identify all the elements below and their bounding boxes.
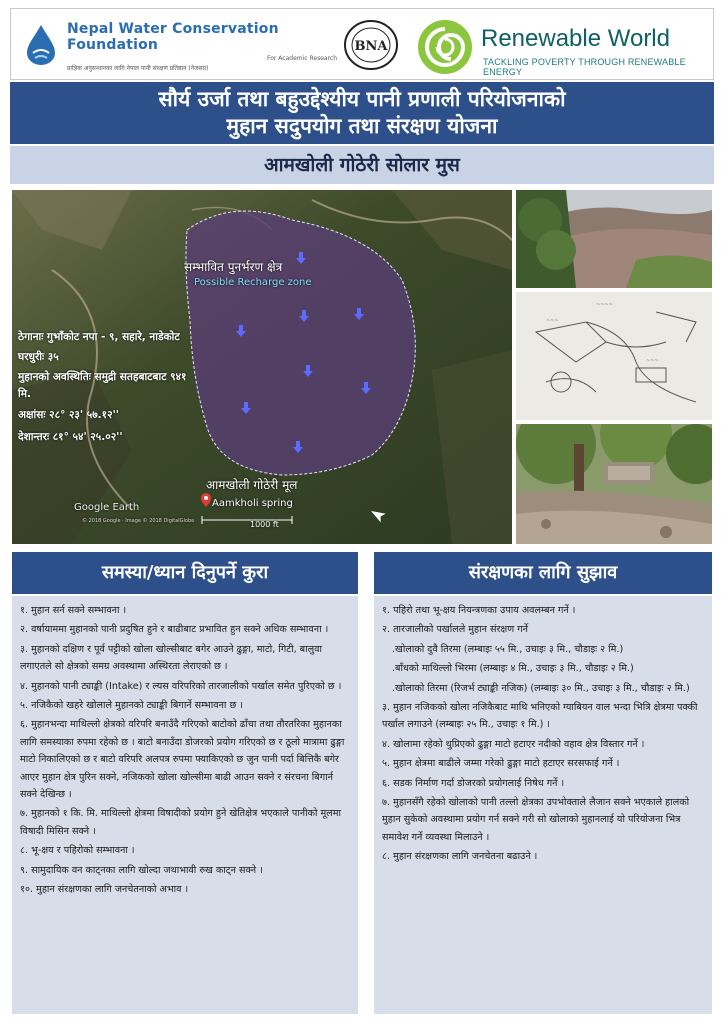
problem-item: १०. मुहान संरक्षणका लागि जनचेतनाको अभाव । bbox=[20, 884, 189, 896]
svg-text:~~~~: ~~~~ bbox=[596, 302, 613, 308]
problem-item: ६. मुहानभन्दा माथिल्लो क्षेत्रको वरिपरि बनाउँदै गरिएको बाटोको ढाँचा तथा तौरतरिका मुहानका लागि समस्याका रुपमा रहेको छ । बाटो बनाउँदा डोजरको प्रयोग गरिएको छ र ठूलो मात्रामा ढुङ्गा माटो निकालिएको छ र बाटो वरिपरि अलपत्र रुपमा फ्याकिएको छ जुन पानी पर्दा बित्तिकै बगेर आएर मुहान क्षेत्र पुरिन सक्ने, नजिकको खोला खोल्सीमा बाढी आउन सक्ने र संरचना बिगार्न सक्ने देखिन्छ । bbox=[20, 719, 345, 801]
nwcf-block bbox=[67, 21, 337, 72]
recharge-zone-label-english: Possible Recharge zone bbox=[194, 277, 312, 288]
elevation-unit: मि. bbox=[18, 388, 31, 400]
problem-item: १. मुहान सर्न सक्ने सम्भावना । bbox=[20, 605, 127, 616]
latitude-label: अक्षांसः २८° २३' ५७.१२'' bbox=[18, 409, 120, 421]
hand-drawn-sketch-photo bbox=[516, 292, 712, 420]
hillside-photo bbox=[516, 190, 712, 288]
nwcf-nepali-name: प्राज्ञिक अनुसन्धानका लागि नेपाल पानी संरक्षण प्रतिष्ठान (नेजसप्र) bbox=[67, 65, 209, 72]
households-label: घरधुरीः ३५ bbox=[18, 351, 59, 363]
satellite-map bbox=[12, 190, 512, 544]
bna-text: BNA bbox=[354, 39, 388, 54]
problem-item: ८. भू-क्षय र पहिरोको सम्भावना । bbox=[20, 845, 135, 857]
suggestion-subitem: .खोलाको दुवै तिरमा (लम्बाइः ५५ मि., उचाइः ३ मि., चौडाइः २ मि.) bbox=[392, 643, 624, 655]
bna-seal-logo-icon bbox=[343, 19, 399, 71]
recharge-zone-label-nepali: सम्भावित पुनर्भरण क्षेत्र bbox=[184, 260, 283, 274]
title-band bbox=[10, 82, 714, 144]
suggestion-item: ३. मुहान नजिकको खोला नजिकैबाट माथि भनिएको ग्याबियन वाल भन्दा भित्रि क्षेत्रमा पक्की पर्खाल लगाउने (लम्बाइः २५ मि., उचाइः १ मि.) । bbox=[382, 702, 698, 731]
renewable-world-tagline: TACKLING POVERTY THROUGH RENEWABLE ENERGY bbox=[483, 57, 686, 77]
renewable-world-swirl-logo-icon bbox=[417, 19, 473, 75]
suggestion-item: १. पहिरो तथा भू-क्षय नियन्त्रणका उपाय अवलम्बन गर्ने । bbox=[382, 605, 576, 616]
water-drop-logo-icon bbox=[23, 23, 59, 67]
google-earth-watermark: Google Earth bbox=[74, 502, 140, 513]
spring-site-photo bbox=[516, 424, 712, 544]
suggestions-list bbox=[374, 596, 712, 1014]
renewable-world-name: Renewable World bbox=[481, 25, 670, 52]
header-bar bbox=[10, 8, 714, 80]
svg-text:~~~: ~~~ bbox=[646, 358, 659, 364]
problem-item: ७. मुहानको १ कि. मि. माथिल्लो क्षेत्रमा विषादीको प्रयोग हुने खेतिक्षेत्र भएकाले पानीको मूलमा विषादी मिसिन सक्ने । bbox=[20, 808, 341, 837]
suggestion-subitem: .खोलाको तिरमा (रिजर्भ ट्याङ्की नजिक) (लम्बाइः ३० मि., उचाइः ३ मि., चौडाइः २ मि.) bbox=[392, 682, 690, 694]
suggestion-item: ७. मुहानसँगै रहेको खोलाको पानी तल्लो क्षेत्रका उपभोक्ताले लैजान सक्ने भएकाले हालको मुहान सुकेको अवस्थामा प्रयोग गर्न सक्ने गरी सो खोलाको मुहानलाई यो परियोजना भित्र समावेश गर्ने व्यवस्था मिलाउने । bbox=[382, 797, 690, 843]
problem-item: ५. नजिकैको खहरे खोलाले मुहानको ट्याङ्की बिगार्ने सम्भावना छ । bbox=[20, 700, 243, 712]
spring-label-english: Aamkholi spring bbox=[212, 498, 293, 509]
suggestion-item: ४. खोलामा रहेको थुप्रिएको ढुङ्गा माटो हटाएर नदीको वहाव क्षेत्र विस्तार गर्ने । bbox=[382, 738, 645, 750]
elevation-label: मुहानको अवस्थितिः समुद्री सतहबाटबाट ९४१ bbox=[18, 371, 187, 383]
map-copyright: © 2018 Google · Image © 2018 DigitalGlobe bbox=[82, 518, 195, 524]
longitude-label: देशान्तरः ८१° ५४' २५.०२'' bbox=[18, 431, 123, 443]
problems-heading: समस्या/ध्यान दिनुपर्ने कुरा bbox=[12, 552, 358, 594]
problem-item: ३. मुहानको दक्षिण र पूर्व पट्टीको खोला खोल्सीबाट बगेर आउने ढुङ्गा, माटो, गिटी, बालुवा लगाएतले सो क्षेत्रको समग्र अवस्थामा अस्थिरता लेराएको छ । bbox=[20, 643, 322, 673]
svg-text:~~~: ~~~ bbox=[546, 318, 559, 324]
spring-label-nepali: आमखोली गोठेरी मूल bbox=[206, 478, 298, 492]
suggestion-item: ५. मुहान क्षेत्रमा बाढीले जम्मा गरेको ढुङ्गा माटो हटाएर सरसफाई गर्ने । bbox=[382, 758, 620, 770]
nwcf-name: Nepal Water Conservation Foundation bbox=[67, 21, 279, 53]
problem-item: २. वर्षायाममा मुहानको पानी प्रदुषित हुने र बाढीबाट प्रभावित हुन सक्ने अधिक सम्भावना । bbox=[20, 624, 329, 636]
project-subtitle: आमखोली गोठेरी सोलार मुस bbox=[10, 146, 714, 184]
problem-item: ४. मुहानको पानी ट्याङ्की (Intake) र ल्यस वरिपरिको तारजालीको पर्खाल समेत पुरिएको छ । bbox=[20, 680, 342, 692]
suggestion-item: ६. सडक निर्माण गर्दा डोजरको प्रयोगलाई निषेध गर्ने । bbox=[382, 777, 565, 789]
address-label: ठेगानाः गुभाँकोट नपा - ९, सहारे, नाडेकोट bbox=[18, 331, 180, 343]
problem-item: ९. सामुदायिक वन काट्नका लागि खोल्दा जथाभावी रुख काट्न सक्ने । bbox=[20, 864, 263, 876]
suggestion-item: ८. मुहान संरक्षणका लागि जनचेतना बढाउने । bbox=[382, 851, 538, 863]
suggestion-subitem: .बाँधको माथिल्लो भिरमा (लम्बाइः ४ मि., उचाइः ३ मि., चौडाइः २ मि.) bbox=[392, 663, 634, 675]
title-line-2: मुहान सदुपयोग तथा संरक्षण योजना bbox=[226, 114, 498, 138]
nwcf-tagline: For Academic Research bbox=[267, 55, 337, 62]
scale-bar-label: 1000 ft bbox=[250, 520, 279, 529]
suggestion-item: २. तारजालीको पर्खालले मुहान संरक्षण गर्ने bbox=[382, 624, 528, 636]
title-line-1: सौर्य उर्जा तथा बहुउद्देश्यीय पानी प्रणाली परियोजनाको bbox=[158, 87, 566, 111]
problems-list bbox=[12, 596, 358, 1014]
suggestions-heading: संरक्षणका लागि सुझाव bbox=[374, 552, 712, 594]
